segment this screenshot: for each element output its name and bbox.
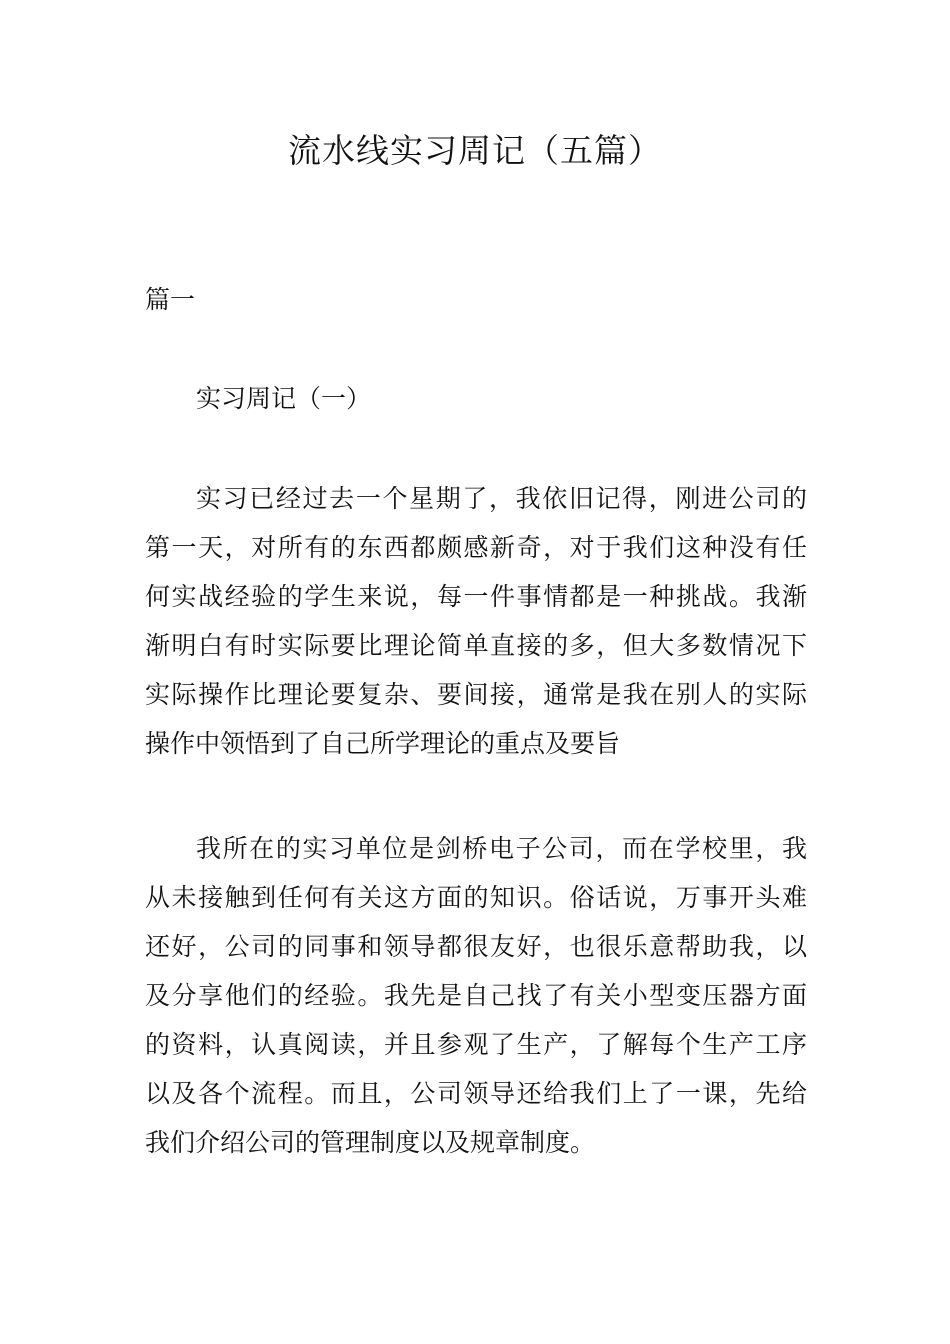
paragraph-line: 何实战经验的学生来说，每一件事情都是一种挑战。我渐 bbox=[145, 582, 807, 611]
paragraph-1 bbox=[145, 474, 807, 768]
journal-subtitle: 实习周记（一） bbox=[196, 384, 372, 413]
paragraph-line: 实习已经过去一个星期了，我依旧记得，刚进公司的 bbox=[196, 484, 807, 513]
paragraph-line: 从未接触到任何有关这方面的知识。俗话说，万事开头难 bbox=[145, 883, 807, 912]
paragraph-line: 实际操作比理论要复杂、要间接，通常是我在别人的实际 bbox=[145, 680, 807, 709]
paragraph-line: 的资料，认真阅读，并且参观了生产，了解每个生产工序 bbox=[145, 1030, 807, 1059]
document-title: 流水线实习周记（五篇） bbox=[288, 131, 662, 170]
paragraph-2 bbox=[145, 824, 807, 1167]
paragraph-line: 还好，公司的同事和领导都很友好，也很乐意帮助我，以 bbox=[145, 932, 807, 961]
paragraph-line: 我所在的实习单位是剑桥电子公司，而在学校里，我 bbox=[196, 834, 807, 863]
paragraph-line: 渐明白有时实际要比理论简单直接的多，但大多数情况下 bbox=[145, 631, 807, 660]
paragraph-line: 及分享他们的经验。我先是自己找了有关小型变压器方面 bbox=[145, 981, 807, 1010]
section-label: 篇一 bbox=[145, 285, 196, 314]
paragraph-line: 操作中领悟到了自己所学理论的重点及要旨 bbox=[145, 729, 621, 758]
paragraph-line: 以及各个流程。而且，公司领导还给我们上了一课，先给 bbox=[145, 1079, 807, 1108]
paragraph-line: 我们介绍公司的管理制度以及规章制度。 bbox=[145, 1128, 596, 1157]
paragraph-line: 第一天，对所有的东西都颇感新奇，对于我们这种没有任 bbox=[145, 533, 807, 562]
